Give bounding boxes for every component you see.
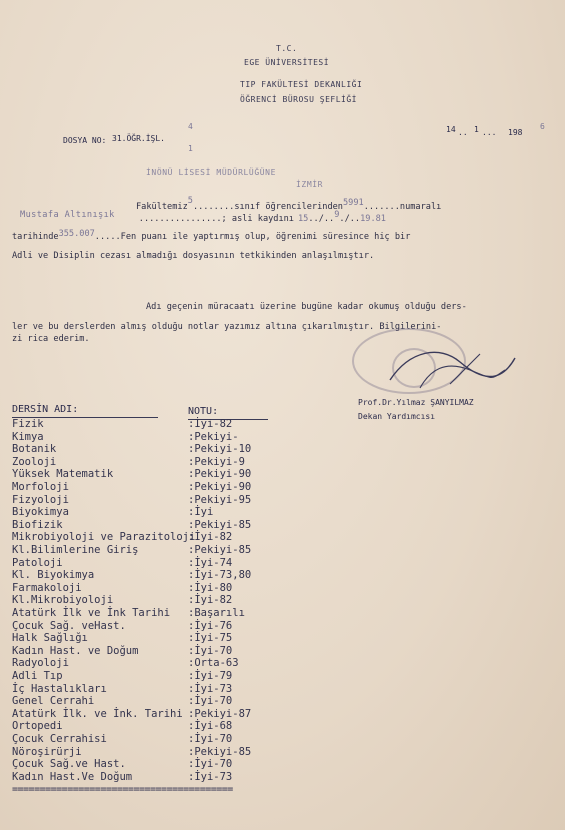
letter-l1-e: .......numaralı: [363, 202, 442, 212]
date-year: 198: [508, 128, 523, 137]
letter-l2-rest: ................; asli kaydını: [138, 214, 294, 224]
course-grade: :Pekiyi-85: [188, 544, 252, 556]
grade-row: [12, 670, 512, 683]
course-grade: :Orta-63: [188, 657, 239, 670]
grade-row: [12, 494, 512, 507]
grade-row: [12, 720, 512, 733]
course-name: Biyokimya: [12, 506, 69, 519]
course-name: Fizik: [12, 418, 44, 430]
course-grade: :Pekiyi-85: [188, 745, 252, 758]
date-sep2: ...: [482, 128, 497, 137]
date-year-suffix: 6: [540, 122, 545, 131]
course-name: Kl.Mikrobiyoloji: [12, 594, 114, 607]
course-grade: :Pekiyi-10: [188, 443, 252, 456]
course-grade: :İyi-73,80: [188, 569, 252, 582]
course-grade: :İyi-70: [188, 733, 233, 745]
grade-row: [12, 708, 512, 721]
course-name: Atatürk İlk. ve İnk. Tarihi: [12, 707, 183, 720]
course-grade: :İyi-75: [188, 632, 233, 645]
course-grade: :İyi-82: [188, 531, 233, 544]
course-grade: :Pekiyi-85: [188, 518, 252, 531]
course-grade: :Başarılı: [188, 607, 245, 619]
letter-l3-c: .....Fen puanı ile yaptırmış olup, öğrenimi süresince hiç bir: [94, 232, 411, 242]
grade-row: [12, 733, 512, 746]
grade-row: [12, 468, 512, 481]
grade-row: [12, 531, 512, 544]
course-name: Zooloji: [12, 455, 57, 468]
letter-number: 5991: [342, 198, 364, 208]
course-grade: :İyi-80: [188, 581, 233, 594]
grade-row: [12, 746, 512, 759]
grade-row: [12, 557, 512, 570]
grade-row: [12, 481, 512, 494]
grade-row: [12, 607, 512, 620]
grade-row: [12, 620, 512, 633]
course-name: İç Hastalıkları: [12, 682, 107, 695]
letter-class: 5: [187, 196, 193, 206]
signatory-name: Prof.Dr.Yılmaz ŞANYILMAZ: [358, 398, 474, 407]
dosya-label: DOSYA NO:: [63, 136, 107, 145]
course-name: Çocuk Cerrahisi: [12, 733, 107, 745]
course-name: Mikrobiyoloji ve Parazitoloji: [12, 531, 196, 544]
grade-row: [12, 683, 512, 696]
grade-row: [12, 431, 512, 444]
course-grade: :İyi-82: [188, 418, 233, 430]
course-name: Halk Sağlığı: [12, 632, 88, 645]
course-grade: :İyi-79: [188, 670, 233, 682]
footer-double-rule: ========================================: [12, 784, 233, 795]
course-name: Kl. Biyokimya: [12, 569, 95, 582]
header-office: ÖĞRENCİ BÜROSU ŞEFLİĞİ: [240, 95, 357, 104]
grade-row: [12, 418, 512, 431]
grade-row: [12, 771, 512, 784]
course-name: Patoloji: [12, 556, 63, 569]
course-name: Yüksek Matematik: [12, 468, 114, 481]
grade-row: [12, 443, 512, 456]
exam-score: 355.007: [58, 229, 95, 239]
date-sep1: ..: [458, 128, 468, 137]
course-name: Biofizik: [12, 518, 63, 531]
course-name: Atatürk İlk ve İnk Tarihi: [12, 607, 171, 619]
col-header-grade: NOTU:: [188, 406, 219, 417]
reg-year: 19.81: [360, 214, 386, 224]
course-name: Fizyoloji: [12, 493, 69, 506]
course-name: Morfoloji: [12, 481, 69, 493]
grade-row: [12, 594, 512, 607]
letter-p2-line-2: ler ve bu derslerden almış olduğu notlar yazımız altına çıkarılmıştır. Bilgilerini-: [12, 322, 442, 332]
course-grade: :İyi-70: [188, 758, 233, 771]
grade-row: [12, 456, 512, 469]
course-grade: :İyi-74: [188, 556, 233, 569]
course-grade: :İyi-70: [188, 644, 233, 657]
course-name: Botanik: [12, 443, 57, 456]
reg-day: 15: [297, 214, 309, 224]
course-name: Genel Cerrahi: [12, 695, 95, 708]
course-name: Radyoloji: [12, 657, 69, 670]
grade-row: [12, 544, 512, 557]
grade-row: [12, 695, 512, 708]
grade-row: [12, 519, 512, 532]
course-grade: :Pekiyi-90: [188, 468, 252, 481]
course-grade: :Pekiyi-: [188, 430, 239, 443]
grade-row: [12, 506, 512, 519]
course-grade: :İyi-82: [188, 594, 233, 607]
grade-row: [12, 645, 512, 658]
course-name: Adli Tıp: [12, 670, 63, 682]
letter-line-2: Mustafa Altınışık ................; asli kaydını 15../..9./..19.81: [20, 210, 386, 224]
dosya-mark-2: 1: [188, 144, 193, 153]
recipient-city: İZMİR: [296, 180, 324, 189]
letter-line-3: [12, 229, 411, 242]
letter-p2-line-3: zi rica ederim.: [12, 334, 90, 344]
date-month: 1: [474, 125, 479, 134]
course-name: Çocuk Sağ. veHast.: [12, 619, 126, 632]
course-name: Kimya: [12, 430, 44, 443]
course-grade: :İyi-76: [188, 619, 233, 632]
header-tc: T.C.: [276, 44, 298, 53]
course-name: Kadın Hast.Ve Doğum: [12, 770, 133, 783]
dosya-mark: 4: [188, 122, 193, 131]
reg-month: 9: [334, 210, 340, 220]
header-faculty: TIP FAKÜLTESİ DEKANLIĞI: [240, 80, 363, 89]
course-grade: :Pekiyi-87: [188, 707, 252, 720]
letter-l1-a: Fakültemiz: [136, 202, 188, 212]
course-name: Ortopedi: [12, 720, 63, 733]
grade-row: [12, 657, 512, 670]
course-grade: :İyi: [188, 506, 214, 519]
course-grade: :Pekiyi-90: [188, 481, 252, 493]
course-grade: :İyi-70: [188, 695, 233, 708]
grade-row: [12, 582, 512, 595]
date-day: 14: [446, 125, 456, 134]
grade-row: [12, 569, 512, 582]
letter-line-4: Adli ve Disiplin cezası almadığı dosyasının tetkikinden anlaşılmıştır.: [12, 251, 375, 261]
course-grade: :Pekiyi-9: [188, 455, 245, 468]
letter-p2-line-1: Adı geçenin müracaatı üzerine bugüne kadar okumuş olduğu ders-: [146, 302, 467, 312]
course-grade: :İyi-73: [188, 682, 233, 695]
course-name: Nöroşirürji: [12, 745, 82, 758]
course-grade: :Pekiyi-95: [188, 493, 252, 506]
student-name: Mustafa Altınışık: [20, 210, 115, 220]
recipient-school: İNÖNÜ LİSESİ MÜDÜRLÜĞÜNE: [146, 168, 276, 177]
dosya-value: 31.ÖĞR.İŞL.: [112, 134, 165, 143]
signatory-title: Dekan Yardımcısı: [358, 412, 436, 421]
grade-row: [12, 632, 512, 645]
col-header-course: DERSİN ADI:: [12, 404, 79, 415]
course-grade: :İyi-68: [188, 720, 233, 733]
letter-l1-c: ........sınıf öğrencilerinden: [192, 202, 343, 212]
grade-row: [12, 758, 512, 771]
letter-line-1: [136, 196, 442, 212]
signature-scribble: [350, 340, 520, 400]
course-name: Çocuk Sağ.ve Hast.: [12, 758, 126, 771]
letter-l3-a: tarihinde: [12, 232, 59, 242]
course-grade: :İyi-73: [188, 770, 233, 783]
course-name: Kadın Hast. ve Doğum: [12, 644, 139, 657]
header-university: EGE ÜNİVERSİTESİ: [244, 58, 330, 67]
course-name: Kl.Bilimlerine Giriş: [12, 544, 139, 556]
course-name: Farmakoloji: [12, 581, 82, 594]
